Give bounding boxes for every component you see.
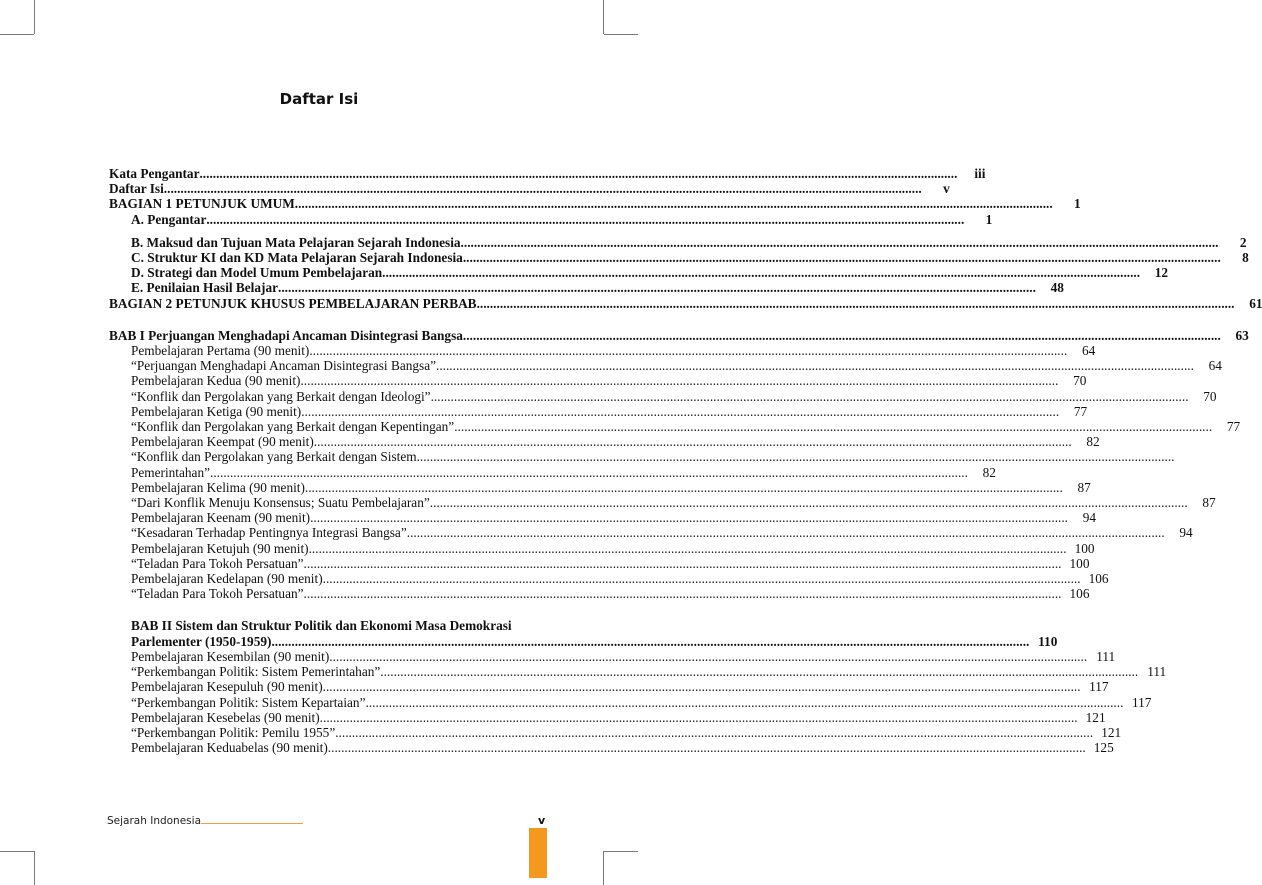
toc-entry <box>109 419 1241 435</box>
crop-mark <box>0 34 34 35</box>
toc-leader-dots <box>365 695 1123 710</box>
toc-entry-page: 94 <box>1179 525 1193 541</box>
toc-entry-page: 121 <box>1101 724 1122 740</box>
toc-entry <box>109 464 996 480</box>
toc-entry-page: 82 <box>1086 434 1100 450</box>
toc-entry <box>109 694 1152 710</box>
toc-entry-page: 77 <box>1073 403 1088 419</box>
crop-mark <box>0 851 34 852</box>
toc-leader-dots <box>431 389 1189 404</box>
toc-entry-title: “Perkembangan Politik: Sistem Kepartaian” <box>131 694 366 710</box>
toc-leader-dots <box>380 664 1138 679</box>
crop-mark <box>604 34 638 35</box>
toc-leader-dots <box>454 419 1212 434</box>
toc-entry <box>109 434 1100 450</box>
toc-entry <box>109 343 1096 359</box>
crop-mark <box>604 851 638 852</box>
toc-entry-title: Pembelajaran Keenam (90 menit) <box>131 510 311 526</box>
toc-leader-dots <box>210 465 968 480</box>
toc-entry-title: “Perkembangan Politik: Pemilu 1955” <box>131 724 336 740</box>
toc-entry-page: 8 <box>1242 250 1249 266</box>
toc-entry <box>109 250 1249 266</box>
crop-mark <box>34 0 35 34</box>
toc-entry-page: 111 <box>1147 664 1167 680</box>
toc-entry <box>109 724 1122 740</box>
toc-entry-page: 100 <box>1074 540 1095 556</box>
toc-entry-title: C. Struktur KI dan KD Mata Pelajaran Sejarah Indonesia <box>131 250 463 266</box>
toc-entry <box>109 740 1114 756</box>
toc-entry-title: BAGIAN 1 PETUNJUK UMUM <box>109 196 295 212</box>
toc-entry-title: BAB II Sistem dan Struktur Politik dan Ekonomi Masa Demokrasi <box>131 618 512 634</box>
toc-entry <box>109 295 1262 311</box>
toc-entry-page: 1 <box>1074 196 1081 212</box>
toc-leader-dots <box>300 373 1058 388</box>
toc-entry-title: BAGIAN 2 PETUNJUK KHUSUS PEMBELAJARAN PERBAB <box>109 295 477 311</box>
toc-entry-title: “Teladan Para Tokoh Persatuan” <box>131 586 304 602</box>
toc-leader-dots <box>199 166 957 181</box>
toc-entry-title: Pembelajaran Kesebelas (90 menit) <box>131 709 320 725</box>
toc-leader-dots <box>329 649 1087 664</box>
crop-mark <box>603 0 604 34</box>
toc-leader-dots <box>463 250 1221 265</box>
toc-entry-title: Kata Pengantar <box>109 166 200 181</box>
toc-entry <box>109 181 950 197</box>
toc-leader-dots <box>206 212 964 227</box>
toc-entry <box>109 540 1095 556</box>
toc-entry-title: Pembelajaran Kelima (90 menit) <box>131 479 305 495</box>
toc-leader-dots <box>323 571 1081 586</box>
toc-leader-dots <box>305 480 1063 495</box>
toc-entry-title: Pembelajaran Keduabelas (90 menit) <box>131 740 328 756</box>
toc-entry-title: D. Strategi dan Model Umum Pembelajaran <box>131 265 383 281</box>
toc-entry-title: “Perkembangan Politik: Sistem Pemerintahan” <box>131 664 381 680</box>
toc-entry-page: 117 <box>1089 679 1109 695</box>
toc-leader-dots <box>310 510 1068 525</box>
toc-entry-page: 77 <box>1226 419 1241 435</box>
toc-entry-page: 111 <box>1096 648 1116 664</box>
toc-leader-dots <box>328 740 1086 755</box>
toc-leader-dots <box>430 495 1188 510</box>
table-of-contents <box>109 166 1262 756</box>
toc-entry-page: 1 <box>985 211 993 227</box>
toc-entry <box>109 373 1087 389</box>
toc-entry-page: 94 <box>1082 510 1096 526</box>
toc-entry <box>109 327 1249 343</box>
toc-leader-dots <box>335 725 1093 740</box>
toc-entry <box>109 648 1116 664</box>
toc-entry-title: Pembelajaran Kedelapan (90 menit) <box>131 571 323 587</box>
toc-entry-page: 64 <box>1208 358 1222 374</box>
toc-leader-dots <box>436 358 1194 373</box>
toc-entry <box>109 449 553 464</box>
toc-entry-title: Pembelajaran Kedua (90 menit) <box>131 373 301 389</box>
toc-entry <box>109 586 1090 602</box>
toc-entry-title: E. Penilaian Hasil Belajar <box>131 280 279 296</box>
toc-entry-title: “Perjuangan Menghadapi Ancaman Disintegrasi Bangsa” <box>131 358 436 374</box>
toc-leader-dots <box>309 541 1067 556</box>
crop-mark <box>603 851 604 885</box>
toc-entry-page: 70 <box>1073 373 1087 389</box>
toc-leader-dots <box>278 280 1036 295</box>
toc-entry <box>109 403 1088 419</box>
toc-entry-title: Pembelajaran Kesepuluh (90 menit) <box>131 679 323 695</box>
page-edge-tab <box>529 828 547 878</box>
toc-entry <box>109 571 1109 587</box>
toc-entry-title: BAB I Perjuangan Menghadapi Ancaman Disintegrasi Bangsa <box>109 327 463 343</box>
toc-entry-page: 64 <box>1081 343 1096 359</box>
toc-entry-page: v <box>943 181 950 197</box>
footer-page-number: v <box>538 814 546 827</box>
toc-leader-dots <box>461 235 1219 250</box>
toc-leader-dots <box>314 434 1072 449</box>
toc-entry <box>109 664 1167 680</box>
footer-rule <box>201 823 303 824</box>
toc-entry-page: 117 <box>1131 694 1152 710</box>
toc-entry <box>109 234 1247 250</box>
toc-entry-page: 100 <box>1069 555 1090 571</box>
toc-entry <box>109 633 1058 649</box>
toc-leader-dots <box>477 296 1235 311</box>
toc-entry-page: 12 <box>1154 265 1169 281</box>
toc-entry <box>109 618 553 633</box>
toc-entry-title: Parlementer (1950-1959) <box>131 633 272 649</box>
toc-entry-page: 87 <box>1202 495 1216 511</box>
toc-entry-page: 2 <box>1239 234 1247 250</box>
toc-entry-title: “Teladan Para Tokoh Persatuan” <box>131 555 304 571</box>
toc-leader-dots <box>295 196 1053 211</box>
toc-leader-dots <box>382 265 1140 280</box>
toc-entry-page: 61 <box>1249 295 1262 311</box>
toc-entry <box>109 388 1217 404</box>
toc-entry <box>109 166 986 181</box>
toc-entry-page: 110 <box>1038 633 1058 649</box>
toc-entry <box>109 555 1090 571</box>
toc-entry-title: “Konflik dan Pergolakan yang Berkait dengan Kepentingan” <box>131 419 455 435</box>
toc-leader-dots <box>271 634 1029 649</box>
toc-entry-page: 63 <box>1235 327 1249 343</box>
toc-entry <box>109 211 993 227</box>
toc-entry <box>109 495 1216 511</box>
toc-entry-page: 82 <box>982 464 996 480</box>
toc-leader-dots <box>407 525 1165 540</box>
toc-entry-title: A. Pengantar <box>131 211 207 227</box>
toc-entry-title: “Konflik dan Pergolakan yang Berkait dengan Sistem <box>131 449 417 465</box>
toc-entry <box>109 479 1091 495</box>
toc-entry-title: Pembelajaran Ketiga (90 menit) <box>131 403 302 419</box>
toc-entry-title: Pembelajaran Kesembilan (90 menit) <box>131 648 330 664</box>
toc-leader-dots <box>323 679 1081 694</box>
toc-leader-dots <box>164 181 922 196</box>
toc-entry-page: 87 <box>1077 479 1091 495</box>
toc-entry-title: Pemerintahan” <box>131 464 211 480</box>
toc-entry-title: B. Maksud dan Tujuan Mata Pelajaran Sejarah Indonesia <box>131 234 461 250</box>
toc-leader-dots <box>320 710 1078 725</box>
toc-entry-title: “Kesadaran Terhadap Pentingnya Integrasi Bangsa” <box>131 525 407 541</box>
toc-entry <box>109 358 1222 374</box>
toc-entry-page: iii <box>974 166 986 181</box>
toc-entry-page: 125 <box>1093 740 1114 756</box>
toc-entry-title: Pembelajaran Pertama (90 menit) <box>131 343 310 359</box>
toc-entry <box>109 525 1193 541</box>
toc-entry <box>109 510 1096 526</box>
crop-mark <box>34 851 35 885</box>
toc-entry <box>109 265 1169 281</box>
toc-leader-dots <box>304 556 1062 571</box>
toc-entry <box>109 679 1109 695</box>
toc-leader-dots <box>417 449 1175 464</box>
toc-entry-title: “Dari Konflik Menuju Konsensus; Suatu Pembelajaran” <box>131 495 430 511</box>
toc-entry-page: 121 <box>1085 709 1106 725</box>
toc-entry-title: Daftar Isi <box>109 181 164 197</box>
toc-entry-page: 106 <box>1088 571 1109 587</box>
toc-leader-dots <box>463 328 1221 343</box>
toc-entry-page: 48 <box>1050 280 1064 296</box>
toc-entry-page: 106 <box>1069 586 1090 602</box>
toc-entry <box>109 196 1081 212</box>
toc-leader-dots <box>309 343 1067 358</box>
page-title: Daftar Isi <box>279 90 359 108</box>
toc-entry-title: Pembelajaran Ketujuh (90 menit) <box>131 540 309 556</box>
toc-leader-dots <box>301 404 1059 419</box>
toc-entry <box>109 280 1064 296</box>
toc-leader-dots <box>304 586 1062 601</box>
toc-entry-page: 70 <box>1203 388 1217 404</box>
footer-book-title: Sejarah Indonesia <box>107 815 201 827</box>
toc-entry-title: Pembelajaran Keempat (90 menit) <box>131 434 314 450</box>
toc-entry <box>109 709 1106 725</box>
toc-entry-title: “Konflik dan Pergolakan yang Berkait dengan Ideologi” <box>131 388 431 404</box>
